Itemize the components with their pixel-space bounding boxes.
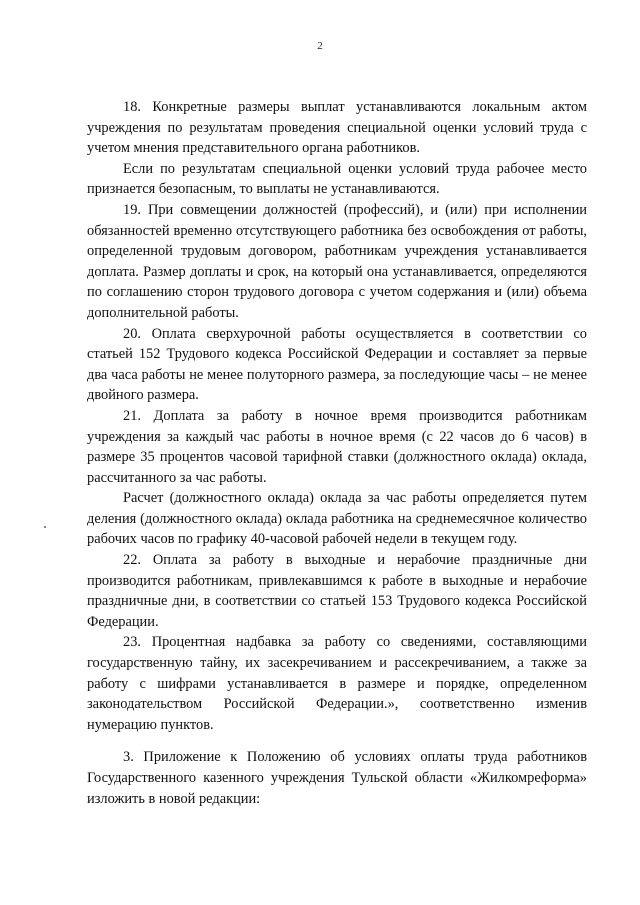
paragraph-19: 19. При совмещении должностей (профессий), и (или) при исполнении обязанностей временно отсутствующего работника без освобождения от работы, определенной трудовым договором, работникам учреждения устанавливается доплата. Размер доплаты и срок, на который она устанавливается, определяются по соглашению сторон трудового договора с учетом содержания и (или) объема дополнительной работы. bbox=[87, 201, 587, 321]
paragraph-18: 18. Конкретные размеры выплат устанавливаются локальным актом учреждения по результатам проведения специальной оценки условий труда с учетом мнения представительного органа работников. bbox=[87, 99, 587, 157]
document-body bbox=[87, 97, 587, 809]
paragraph-18-note: Если по результатам специальной оценки условий труда рабочее место признается безопасным, то выплаты не устанавливаются. bbox=[87, 160, 587, 198]
paragraph-21: 21. Доплата за работу в ночное время производится работникам учреждения за каждый час работы в ночное время (с 22 часов до 6 часов) в размере 35 процентов часовой тарифной ставки (должностного оклада) оклада, рассчитанного за час работы. bbox=[87, 407, 587, 486]
margin-mark bbox=[44, 526, 46, 528]
paragraph-21-calc: Расчет (должностного оклада) оклада за час работы определяется путем деления (должностного оклада) оклада работника на среднемесячное количество рабочих часов по графику 40-часовой рабочей недели в текущем году. bbox=[87, 490, 587, 548]
paragraph-23: 23. Процентная надбавка за работу со сведениями, составляющими государственную тайну, их засекречиванием и рассекречиванием, а также за работу с шифрами устанавливается в размере и порядке, определенном законодательством Российской Федерации.», соответственно изменив нумерацию пунктов. bbox=[87, 634, 587, 733]
page-number: 2 bbox=[317, 40, 323, 52]
paragraph-20: 20. Оплата сверхурочной работы осуществляется в соответствии со статьей 152 Трудового кодекса Российской Федерации и составляет за первые два часа работы не менее полуторного размера, за последующие часы – не менее двойного размера. bbox=[87, 325, 587, 404]
paragraph-item-3: 3. Приложение к Положению об условиях оплаты труда работников Государственного казенного учреждения Тульской области «Жилкомреформа» изложить в новой редакции: bbox=[87, 749, 587, 807]
paragraph-22: 22. Оплата за работу в выходные и нерабочие праздничные дни производится работникам, привлекавшимся к работе в выходные и нерабочие праздничные дни, в соответствии со статьей 153 Трудового кодекса Российской Федерации. bbox=[87, 552, 587, 630]
